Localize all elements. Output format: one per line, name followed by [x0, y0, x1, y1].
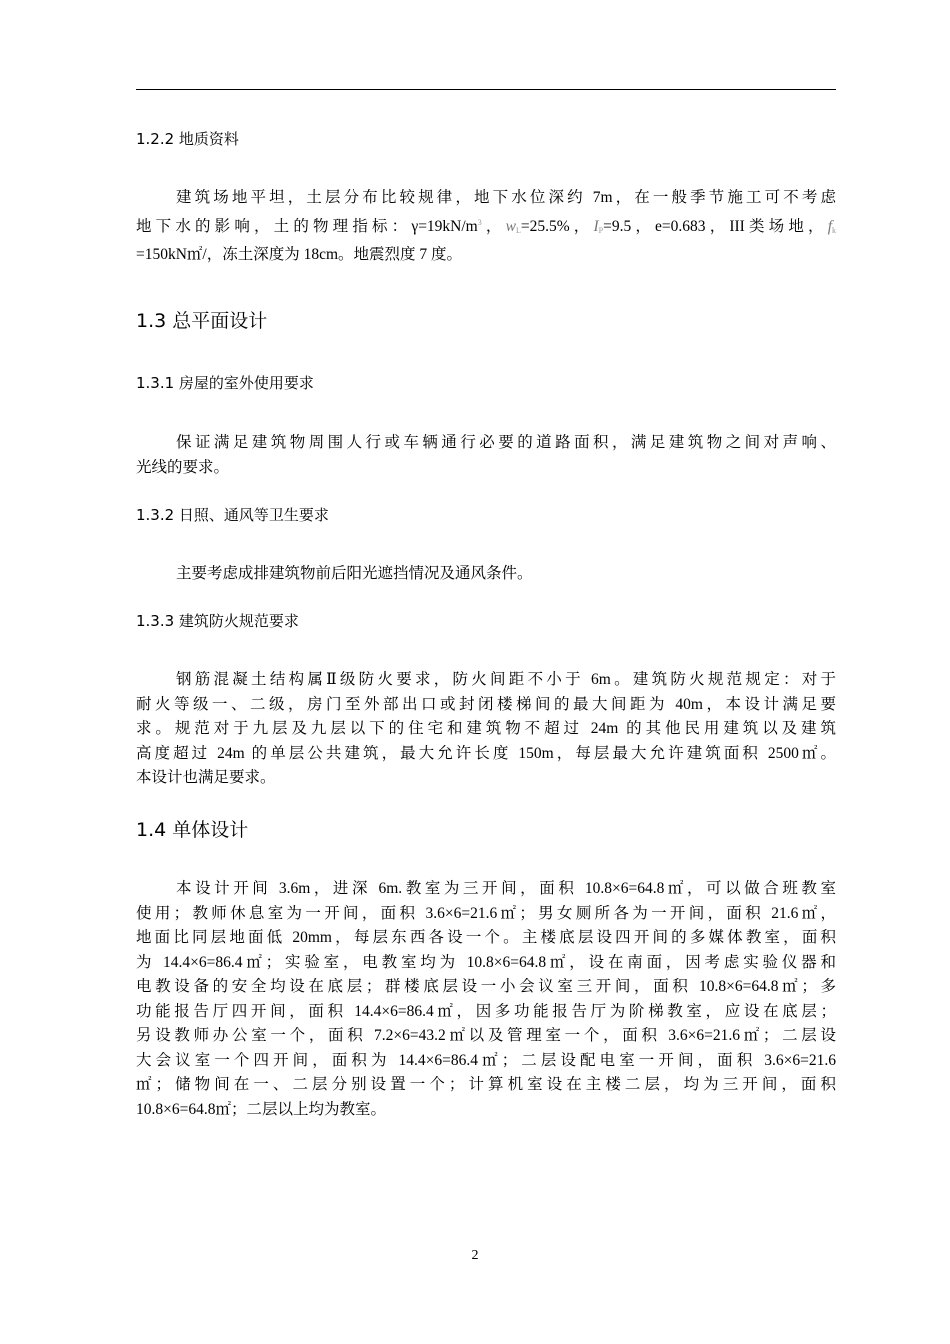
- geology-line-3: =150kN㎡/，冻土深度为 18cm。地震烈度 7 度。: [136, 246, 463, 264]
- fire-line: 耐火等级一、二级，房门至外部出口或封闭楼梯间的最大间距为 40m，本设计满足要: [136, 695, 836, 713]
- fire-line: 本设计也满足要求。: [136, 769, 276, 786]
- paragraph-sunlight: [136, 562, 836, 587]
- paragraph-unit-design: [136, 877, 836, 1122]
- fire-line: 钢筋混凝土结构属Ⅱ级防火要求，防火间距不小于 6m。建筑防火规范规定：对于: [176, 671, 836, 688]
- page-number: 2: [471, 1248, 479, 1263]
- paragraph-geology: [136, 186, 836, 268]
- wl-symbol: w: [505, 217, 516, 235]
- ip-symbol: I: [593, 217, 599, 235]
- wl-value: =25.5%，: [520, 217, 594, 235]
- unit-design-line: 大会议室一个四开间，面积为 14.4×6=86.4㎡；二层设配电室一开间，面积 3.6×6=21.6: [136, 1051, 836, 1069]
- unit-design-line: 本设计开间 3.6m，进深 6m.教室为三开间，面积 10.8×6=64.8㎡，可以做合班教室: [176, 880, 836, 897]
- cube-superscript: 3: [477, 217, 482, 227]
- outdoor-line: 保证满足建筑物周围人行或车辆通行必要的道路面积，满足建筑物之间对声响、: [176, 434, 836, 451]
- sunlight-line: 主要考虑成排建筑物前后阳光遮挡情况及通风条件。: [176, 565, 533, 582]
- unit-design-line: 另设教师办公室一个，面积 7.2×6=43.2㎡以及管理室一个，面积 3.6×6=21.6㎡；二层设: [136, 1027, 836, 1044]
- header-rule: [136, 89, 836, 90]
- fire-line: 求。规范对于九层及九层以下的住宅和建筑物不超过 24m 的其他民用建筑以及建筑: [136, 720, 836, 737]
- ip-value: =9.5，e=0.683，III类场地，: [603, 217, 828, 235]
- fk-symbol: f: [827, 217, 832, 235]
- fk-subscript: k: [832, 225, 836, 235]
- fire-line: 高度超过 24m 的单层公共建筑，最大允许长度 150m，每层最大允许建筑面积 2500㎡。: [136, 744, 836, 762]
- heading-1-3-2: 1.3.2 日照、通风等卫生要求: [136, 506, 329, 524]
- paragraph-fire: [136, 668, 836, 791]
- unit-design-line: 地面比同层地面低 20mm，每层东西各设一个。主楼底层设四开间的多媒体教室，面积: [136, 929, 836, 946]
- unit-design-line: 为 14.4×6=86.4㎡；实验室，电教室均为 10.8×6=64.8㎡，设在南面，因考虑实验仪器和: [136, 953, 836, 971]
- geology-line-2: 地下水的影响，土的物理指标：$\gamma=19kN/m^3$，$w_L=25.5\%$，$I_P=9.5$，e=0.683，III类场地，$f_k$: [136, 217, 836, 235]
- heading-1-3-1: 1.3.1 房屋的室外使用要求: [136, 374, 314, 392]
- heading-1-2-2: 1.2.2 地质资料: [136, 130, 239, 148]
- geology-line-1: 建筑场地平坦，土层分布比较规律，地下水位深约 7m，在一般季节施工可不考虑: [176, 189, 836, 206]
- ip-subscript: P: [598, 225, 604, 235]
- unit-design-line: 使用；教师休息室为一开间，面积 3.6×6=21.6㎡；男女厕所各为一开间，面积 21.6㎡，: [136, 904, 836, 922]
- gamma-text: 地下水的影响，土的物理指标：γ=19kN/m: [136, 217, 478, 235]
- unit-design-line: 功能报告厅四开间，面积 14.4×6=86.4㎡，因多功能报告厅为阶梯教室，应设在底层；: [136, 1002, 836, 1020]
- wl-subscript: L: [515, 225, 521, 235]
- outdoor-line: 光线的要求。: [136, 458, 230, 476]
- unit-design-line: 10.8×6=64.8㎡；二层以上均为教室。: [136, 1100, 386, 1118]
- heading-1-3: 1.3 总平面设计: [136, 310, 268, 332]
- unit-design-line: 电教设备的安全均设在底层；群楼底层设一小会议室三开间，面积 10.8×6=64.8㎡；多: [136, 978, 836, 995]
- unit-design-line: ㎡；储物间在一、二层分别设置一个；计算机室设在主楼二层，均为三开间，面积: [136, 1076, 836, 1093]
- paragraph-outdoor: [136, 431, 836, 480]
- heading-1-4: 1.4 单体设计: [136, 819, 249, 841]
- heading-1-3-3: 1.3.3 建筑防火规范要求: [136, 612, 299, 630]
